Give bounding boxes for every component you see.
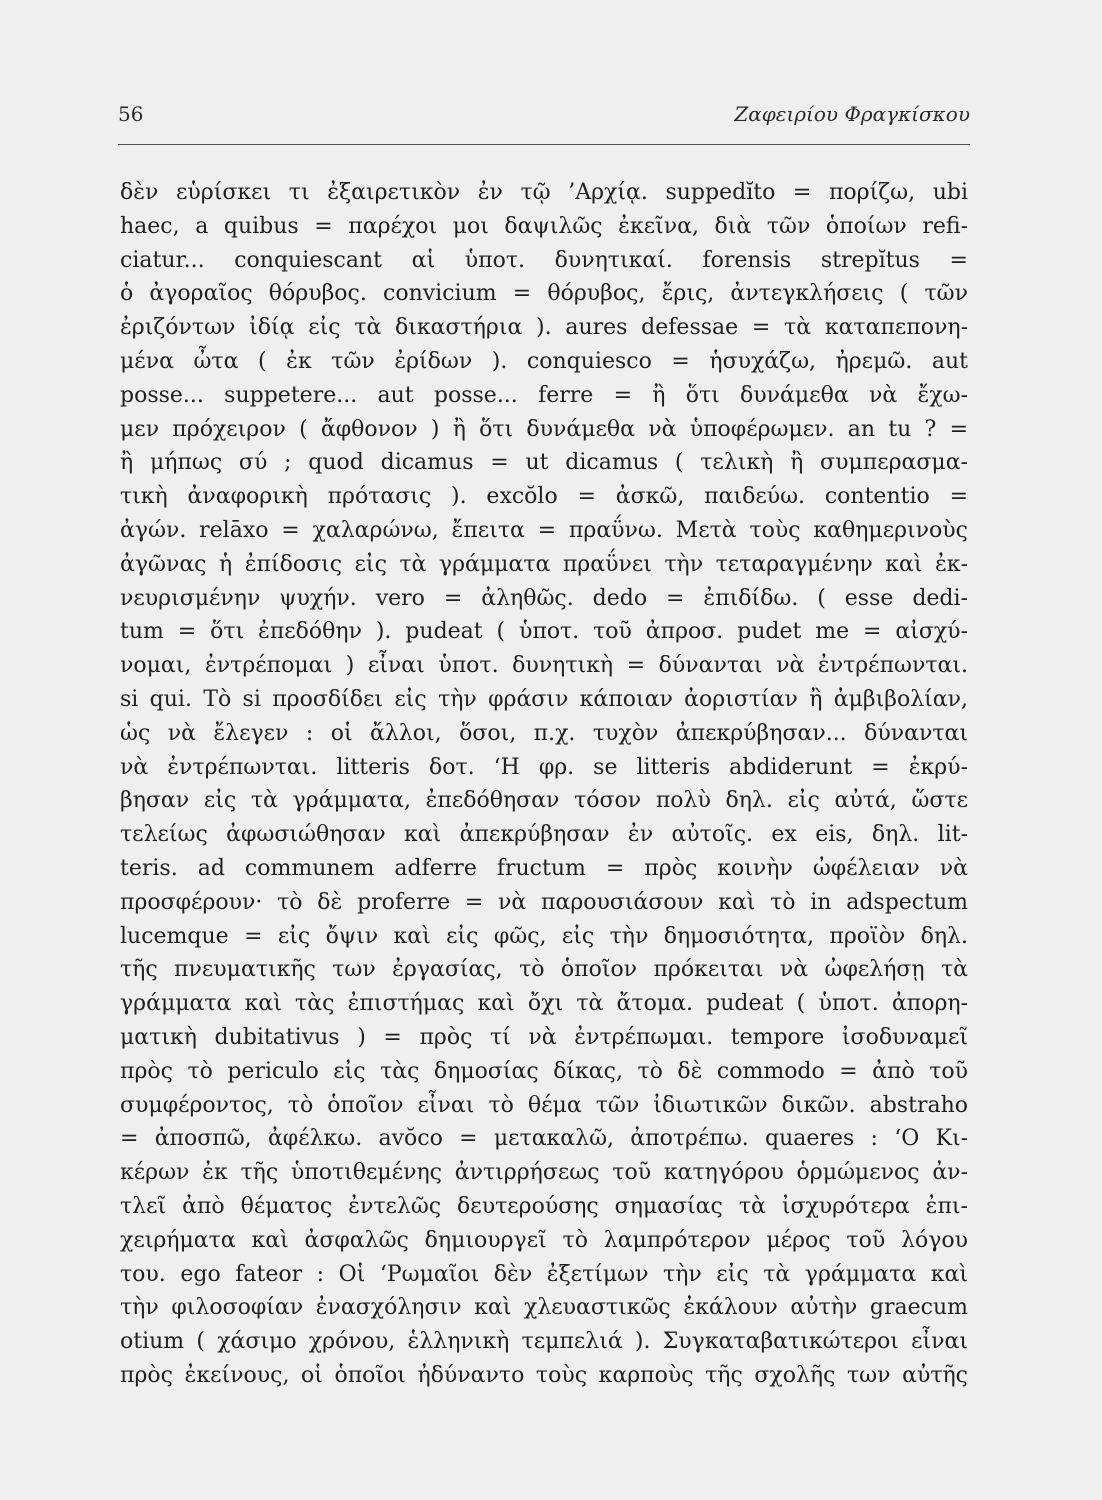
text-line: posse... suppetere... aut posse... ferre = ἢ ὅτι δυνάμεθα νὰ ἔχω-: [120, 382, 968, 408]
text-line: τὴν φιλοσοφίαν ἐνασχόλησιν καὶ χλευαστικῶς ἐκάλουν αὐτὴν graecum: [120, 1295, 968, 1321]
page-number: 56: [118, 102, 144, 126]
text-line: ἢ μήπως σύ ; quod dicamus = ut dicamus ( τελικὴ ἢ συμπερασμα-: [120, 450, 968, 476]
text-line: ὁ ἀγοραῖος θόρυβος. convicium = θόρυβος, ἔρις, ἀντεγκλήσεις ( τῶν: [120, 281, 968, 307]
page-header: [118, 100, 970, 145]
text-line: ματικὴ dubitativus ) = πρὸς τί νὰ ἐντρέπωμαι. tempore ἰσοδυναμεῖ: [120, 1024, 968, 1050]
text-line: ὡς νὰ ἔλεγεν : οἱ ἄλλοι, ὅσοι, π.χ. τυχὸν ἀπεκρύβησαν... δύνανται: [120, 720, 968, 746]
text-line: νὰ ἐντρέπωνται. litteris δοτ. ‘Η φρ. se litteris abdiderunt = ἐκρύ-: [120, 754, 968, 780]
text-line: ἀγών. relāxo = χαλαρώνω, ἔπειτα = πραΰνω. Μετὰ τοὺς καθημερινοὺς: [120, 517, 968, 543]
text-line: = ἀποσπῶ, ἀφέλκω. avŏco = μετακαλῶ, ἀποτρέπω. quaeres : ‘Ο Κι-: [120, 1126, 968, 1152]
text-line: μένα ὦτα ( ἐκ τῶν ἐρίδων ). conquiesco = ἡσυχάζω, ἠρεμῶ. aut: [120, 348, 968, 374]
text-line: ciatur... conquiescant αἱ ὑποτ. δυνητικαί. forensis strepĭtus =: [120, 247, 968, 273]
text-line: otium ( χάσιμο χρόνου, ἑλληνικὴ τεμπελιά ). Συγκαταβατικώτεροι εἶναι: [120, 1329, 968, 1355]
text-line: μεν πρόχειρον ( ἄφθονον ) ἢ ὅτι δυνάμεθα νὰ ὑποφέρωμεν. an tu ? =: [120, 416, 968, 442]
text-line: νευρισμένην ψυχήν. vero = ἀληθῶς. dedo = ἐπιδίδω. ( esse dedi-: [120, 585, 968, 611]
text-line: τικὴ ἀναφορικὴ πρότασις ). excŏlo = ἀσκῶ, παιδεύω. contentio =: [120, 484, 968, 510]
text-line: πρὸς ἐκείνους, οἱ ὁποῖοι ἠδύναντο τοὺς καρποὺς τῆς σχολῆς των αὐτῆς: [120, 1362, 968, 1388]
text-line: προσφέρουν· τὸ δὲ proferre = νὰ παρουσιάσουν καὶ τὸ in adspectum: [120, 889, 968, 915]
text-line: τλεῖ ἀπὸ θέματος ἐντελῶς δευτερούσης σημασίας τὰ ἰσχυρότερα ἐπι-: [120, 1193, 968, 1219]
text-line: teris. ad communem adferre fructum = πρὸς κοινὴν ὠφέλειαν νὰ: [120, 855, 968, 881]
running-head: Ζαφειρίου Φραγκίσκου: [734, 102, 970, 126]
text-line: νομαι, ἐντρέπομαι ) εἶναι ὑποτ. δυνητικὴ = δύνανται νὰ ἐντρέπωνται.: [120, 653, 968, 679]
body-text: [120, 176, 968, 1466]
text-line: ἀγῶνας ἡ ἐπίδοσις εἰς τὰ γράμματα πραΰνει τὴν τεταραγμένην καὶ ἐκ-: [120, 551, 968, 577]
text-line: ἐριζόντων ἰδίᾳ εἰς τὰ δικαστήρια ). aures defessae = τὰ καταπεπονη-: [120, 315, 968, 341]
text-line: γράμματα καὶ τὰς ἐπιστήμας καὶ ὄχι τὰ ἄτομα. pudeat ( ὑποτ. ἀπορη-: [120, 991, 968, 1017]
text-line: χειρήματα καὶ ἀσφαλῶς δημιουργεῖ τὸ λαμπρότερον μέρος τοῦ λόγου: [120, 1227, 968, 1253]
text-line: si qui. Τὸ si προσδίδει εἰς τὴν φράσιν κάποιαν ἀοριστίαν ἢ ἀμβιβολίαν,: [120, 686, 968, 712]
text-line: τῆς πνευματικῆς των ἐργασίας, τὸ ὁποῖον πρόκειται νὰ ὠφελήσῃ τὰ: [120, 957, 968, 983]
text-line: συμφέροντος, τὸ ὁποῖον εἶναι τὸ θέμα τῶν ἰδιωτικῶν δικῶν. abstraho: [120, 1092, 968, 1118]
text-line: haec, a quibus = παρέχοι μοι δαψιλῶς ἐκεῖνα, διὰ τῶν ὁποίων refi-: [120, 213, 968, 239]
text-line: του. ego fateor : Οἱ ‘Ρωμαῖοι δὲν ἐξετίμων τὴν εἰς τὰ γράμματα καὶ: [120, 1261, 968, 1287]
text-line: πρὸς τὸ periculo εἰς τὰς δημοσίας δίκας, τὸ δὲ commodo = ἀπὸ τοῦ: [120, 1058, 968, 1084]
text-line: κέρων ἐκ τῆς ὑποτιθεμένης ἀντιρρήσεως τοῦ κατηγόρου ὁρμώμενος ἀν-: [120, 1160, 968, 1186]
text-line: δὲν εὑρίσκει τι ἐξαιρετικὸν ἐν τῷ ’Αρχίᾳ. suppedĭto = πορίζω, ubi: [120, 180, 968, 205]
text-line: τελείως ἀφωσιώθησαν καὶ ἀπεκρύβησαν ἐν αὐτοῖς. ex eis, δηλ. lit-: [120, 822, 968, 848]
text-line: βησαν εἰς τὰ γράμματα, ἐπεδόθησαν τόσον πολὺ δηλ. εἰς αὐτά, ὥστε: [120, 788, 968, 814]
text-line: tum = ὅτι ἐπεδόθην ). pudeat ( ὑποτ. τοῦ ἀπροσ. pudet me = αἰσχύ-: [120, 619, 968, 645]
text-line: lucemque = εἰς ὄψιν καὶ εἰς φῶς, εἰς τὴν δημοσιότητα, προϊὸν δηλ.: [120, 923, 968, 949]
